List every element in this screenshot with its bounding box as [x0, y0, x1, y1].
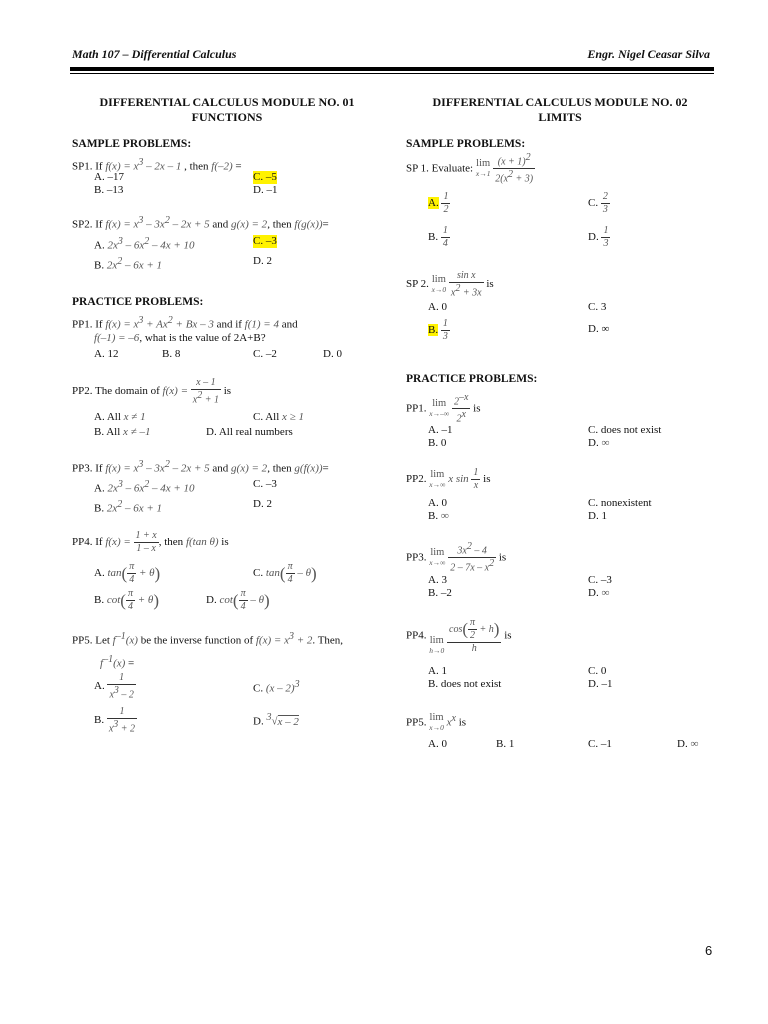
- left-pp5-option-a: A. $\frac{1}{x^3 - 2}$: [94, 672, 134, 701]
- right-pp5-option-a: A. 0: [428, 738, 447, 750]
- right-pp5-option-b: B. 1: [496, 738, 515, 750]
- right-pp1-option-b: B. 0: [428, 437, 447, 449]
- left-pp1-option-c: C. –2: [253, 348, 277, 360]
- left-sp2-option-b: B. $2x^2 - 6x + 1$: [94, 256, 163, 272]
- left-pp3-question: PP3. If $f(x) = x^3 - 3x^2 - 2x + 5$ and g(x) = 2, then g(f(x))=: [72, 459, 329, 475]
- left-pp3-option-c: C. –3: [253, 478, 277, 490]
- right-pp3-option-a: A. 3: [428, 574, 447, 586]
- left-pp4-option-d: D. cot( $\frac{\pi}{4}$ – θ): [206, 588, 270, 612]
- left-sample-heading: SAMPLE PROBLEMS:: [72, 138, 192, 150]
- right-sp1-option-c: C. $\frac{2}{3}$: [588, 191, 608, 215]
- right-sp1-option-a: A. $\frac{1}{2}$: [428, 191, 449, 215]
- left-sp2-option-a: A. $2x^3 - 6x^2 - 4x + 10$: [94, 236, 195, 252]
- course-title: Math 107 – Differential Calculus: [72, 47, 237, 61]
- left-pp1-question-line2: f(–1) = –6, what is the value of 2A+B?: [94, 332, 266, 344]
- left-pp5-question-line2: $f^{-1}(x)$ =: [100, 654, 135, 670]
- left-sp1-option-a: A. –17: [94, 171, 124, 183]
- left-pp1-question: PP1. If $f(x) = x^3 + Ax^2 + Bx - 3$ and if f(1) = 4 and: [72, 315, 298, 331]
- right-sp2-question: SP 2. lim x→0 $\frac{\text{sin x}}{x^2 + 3x}$ is: [406, 270, 494, 299]
- right-pp3-question: PP3. lim x→∞ $\frac{3x^2 - 4}{2 - 7x - x^2}$ is: [406, 541, 507, 574]
- left-pp5-option-d: D. $^3$√x – 2: [253, 712, 299, 728]
- left-pp5-option-c: C. (x – 2)$^3$: [253, 679, 300, 695]
- left-sp1-question: SP1. If $f(x) = x^3 - 2x - 1$ , then f(–2) =: [72, 157, 242, 173]
- left-pp3-option-d: D. 2: [253, 498, 272, 510]
- right-sp2-option-a: A. 0: [428, 301, 447, 313]
- right-sample-heading: SAMPLE PROBLEMS:: [406, 138, 526, 150]
- right-pp4-option-b: B. does not exist: [428, 678, 502, 690]
- right-pp1-option-a: A. –1: [428, 424, 453, 436]
- right-pp1-option-d: D. ∞: [588, 437, 610, 449]
- right-pp1-option-c: C. does not exist: [588, 424, 662, 436]
- right-pp2-option-c: C. nonexistent: [588, 497, 652, 509]
- left-pp2-option-b: B. All x ≠ –1: [94, 426, 151, 438]
- page-number: 6: [705, 943, 713, 958]
- right-sp2-option-d: D. ∞: [588, 323, 610, 335]
- left-pp1-option-b: B. 8: [162, 348, 181, 360]
- right-pp1-question: PP1. lim x→–∞ $\frac{2^{-x}}{2^x}$ is: [406, 392, 481, 425]
- header-rule-thin: [70, 73, 714, 74]
- left-pp4-option-c: C. tan( $\frac{\pi}{4}$ – θ): [253, 561, 317, 585]
- right-pp2-question: PP2. lim x→∞ x sin $\frac{1}{x}$ is: [406, 467, 491, 491]
- left-sp2-option-c-highlighted: C. –3: [253, 235, 277, 247]
- left-pp4-question: PP4. If f(x) = $\frac{1 + x}{1 - x}$ , then f(tan θ) is: [72, 530, 229, 554]
- left-pp2-option-d: D. All real numbers: [206, 426, 293, 438]
- left-pp3-option-a: A. $2x^3 - 6x^2 - 4x + 10$: [94, 479, 195, 495]
- left-pp2-option-c: C. All x ≥ 1: [253, 411, 304, 423]
- right-pp2-option-a: A. 0: [428, 497, 447, 509]
- right-sp2-option-c: C. 3: [588, 301, 607, 313]
- left-pp5-question: PP5. Let $f^{-1}(x)$ be the inverse function of $f(x) = x^3 + 2$. Then,: [72, 631, 344, 647]
- right-sp1-question: SP 1. Evaluate: lim x→1 $\frac{(x + 1)^2}{2(x^2 + 3)}$: [406, 152, 534, 185]
- right-pp4-option-d: D. –1: [588, 678, 613, 690]
- left-sp1-option-d: D. –1: [253, 184, 278, 196]
- module-2-title: DIFFERENTIAL CALCULUS MODULE NO. 02 LIMITS: [432, 95, 688, 124]
- left-pp5-option-b: B. $\frac{1}{x^3 + 2}$: [94, 706, 136, 735]
- right-sp2-option-b: B. $\frac{1}{3}$: [428, 318, 448, 342]
- right-pp4-option-a: A. 1: [428, 665, 447, 677]
- left-pp1-option-a: A. 12: [94, 348, 119, 360]
- left-sp2-question: SP2. If $f(x) = x^3 - 3x^2 - 2x + 5$ and g(x) = 2, then f(g(x))=: [72, 215, 329, 231]
- left-pp4-option-b: B. cot( $\frac{\pi}{4}$ + θ): [94, 588, 159, 612]
- left-pp3-option-b: B. $2x^2 - 6x + 1$: [94, 499, 163, 515]
- right-pp5-option-c: C. –1: [588, 738, 612, 750]
- author-name: Engr. Nigel Ceasar Silva: [587, 47, 710, 61]
- left-pp2-question: PP2. The domain of f(x) = $\frac{x - 1}{x^2 + 1}$ is: [72, 377, 232, 406]
- right-pp2-option-d: D. 1: [588, 510, 607, 522]
- left-practice-heading: PRACTICE PROBLEMS:: [72, 296, 204, 308]
- right-sp1-option-d: D. $\frac{1}{3}$: [588, 225, 609, 249]
- right-pp5-question: PP5. lim x→0 $x^x$ is: [406, 712, 467, 733]
- left-sp1-option-b: B. –13: [94, 184, 124, 196]
- right-pp3-option-d: D. ∞: [588, 587, 610, 599]
- right-pp4-option-c: C. 0: [588, 665, 607, 677]
- right-pp3-option-c: C. –3: [588, 574, 612, 586]
- right-pp2-option-b: B. ∞: [428, 510, 449, 522]
- right-pp3-option-b: B. –2: [428, 587, 452, 599]
- right-practice-heading: PRACTICE PROBLEMS:: [406, 373, 538, 385]
- left-sp1-option-c-highlighted: C. –5: [253, 171, 277, 183]
- left-sp2-option-d: D. 2: [253, 255, 272, 267]
- module-1-title: DIFFERENTIAL CALCULUS MODULE NO. 01 FUNCTIONS: [99, 95, 355, 124]
- left-pp4-option-a: A. tan( $\frac{\pi}{4}$ + θ): [94, 561, 161, 585]
- right-pp4-question: PP4. lim h→0 cos( $\frac{\pi}{2}$ + h) h is: [406, 617, 512, 655]
- right-pp5-option-d: D. ∞: [677, 738, 699, 750]
- left-pp2-option-a: A. All x ≠ 1: [94, 411, 146, 423]
- header-rule-thick: [70, 67, 714, 71]
- left-pp1-option-d: D. 0: [323, 348, 342, 360]
- right-sp1-option-b: B. $\frac{1}{4}$: [428, 225, 448, 249]
